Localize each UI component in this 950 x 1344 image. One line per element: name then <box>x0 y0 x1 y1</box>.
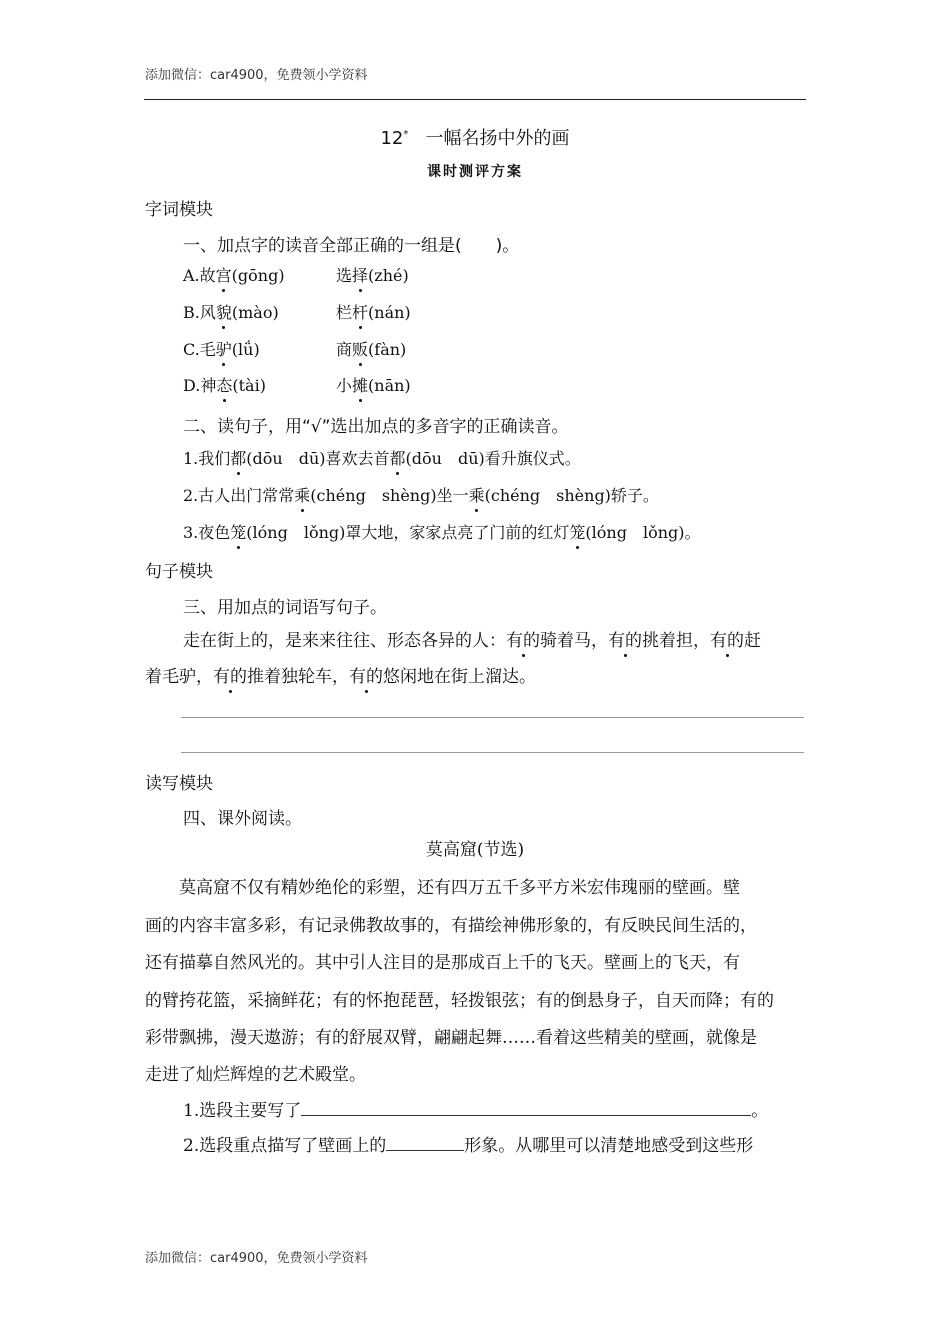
passage-text: 悠闲地在街上溜达。 <box>383 667 536 687</box>
dotted-char: 态 <box>216 373 232 396</box>
passage-line-1 <box>183 626 761 651</box>
sentence-text: (lóng lǒng)。 <box>585 523 701 542</box>
option-char: 选 <box>336 266 353 285</box>
sentence-1 <box>183 446 581 469</box>
section-heading-words: 字词模块 <box>145 200 213 220</box>
question-1: 一、加点字的读音全部正确的一组是( )。 <box>183 236 520 256</box>
dotted-word: 有的 <box>710 626 744 651</box>
passage-text: 骑着马， <box>540 631 608 651</box>
dotted-char: 择 <box>352 263 368 286</box>
option-label: A. <box>183 266 200 285</box>
option-b <box>183 300 279 323</box>
page-subtitle: 课时测评方案 <box>427 164 523 180</box>
subquestion-text: 1.选段主要写了 <box>183 1101 302 1121</box>
option-a <box>183 263 285 286</box>
sentence-text: 3.夜色 <box>183 523 231 542</box>
article-title-text: 莫高窟 <box>425 840 477 860</box>
pinyin: (fàn) <box>368 340 407 359</box>
article-line: 还有描摹自然风光的。其中引人注目的是那成百上千的飞天。壁画上的飞天，有 <box>145 953 740 973</box>
title-star: * <box>403 129 409 140</box>
section-heading-reading: 读写模块 <box>145 774 213 794</box>
dotted-char: 笼 <box>569 520 585 543</box>
dotted-char: 乘 <box>294 483 310 506</box>
option-label: D. <box>183 376 201 395</box>
dotted-char: 驴 <box>216 337 232 360</box>
dotted-char: 乘 <box>469 483 485 506</box>
dotted-char: 都 <box>230 446 246 469</box>
dotted-char: 貌 <box>216 300 232 323</box>
article-line: 莫高窟不仅有精妙绝伦的彩塑，还有四万五千多平方米宏伟瑰丽的壁画。壁 <box>145 878 740 898</box>
subquestion-text: 2.选段重点描写了壁画上的 <box>183 1136 387 1156</box>
dotted-word: 有的 <box>608 626 642 651</box>
dotted-char: 摊 <box>352 373 368 396</box>
sentence-3 <box>183 520 701 543</box>
option-c-word2 <box>336 337 406 360</box>
question-2: 二、读句子，用“√”选出加点的多音字的正确读音。 <box>183 417 569 437</box>
article-title-note: (节选) <box>476 840 525 860</box>
header-rule <box>144 99 806 100</box>
option-c <box>183 337 260 360</box>
sentence-text: (chéng shèng)轿子。 <box>484 486 659 505</box>
article-line: 画的内容丰富多彩，有记录佛教故事的，有描绘神佛形象的，有反映民间生活的， <box>145 916 757 936</box>
dotted-char: 宫 <box>216 263 232 286</box>
passage-line-2 <box>145 662 536 687</box>
pinyin: (lǘ) <box>231 340 260 359</box>
subquestion-2 <box>183 1131 753 1156</box>
article-line: 走进了灿烂辉煌的艺术殿堂。 <box>145 1065 366 1085</box>
article-title <box>0 835 950 860</box>
option-char: 商 <box>336 340 353 359</box>
pinyin: (zhé) <box>368 266 409 285</box>
dotted-char: 都 <box>390 446 406 469</box>
passage-text: 推着独轮车， <box>247 667 349 687</box>
option-d <box>183 373 266 396</box>
sentence-text: 2.古人出门常常 <box>183 486 295 505</box>
option-char: 风 <box>199 303 216 322</box>
title-text: 一幅名扬中外的画 <box>425 128 570 149</box>
passage-text: 赶 <box>744 631 761 651</box>
page-title <box>0 124 950 150</box>
dotted-word: 有的 <box>506 626 540 651</box>
option-char: 栏 <box>336 303 353 322</box>
dotted-word: 有的 <box>349 662 383 687</box>
sentence-text: (chéng shèng)坐一 <box>310 486 469 505</box>
dotted-word: 有的 <box>213 662 247 687</box>
option-char: 小 <box>336 376 353 395</box>
article-line: 的臂挎花篮，采摘鲜花；有的怀抱琵琶，轻拨银弦；有的倒悬身子，自天而降；有的 <box>145 991 774 1011</box>
option-char: 神 <box>200 376 217 395</box>
option-d-word2 <box>336 373 411 396</box>
pinyin: (gōng) <box>231 266 285 285</box>
subquestion-text: 形象。从哪里可以清楚地感受到这些形 <box>464 1136 754 1156</box>
subquestion-text: 。 <box>751 1101 769 1121</box>
footer-text: 添加微信：car4900，免费领小学资料 <box>145 1251 368 1266</box>
sentence-text: 1.我们 <box>183 449 231 468</box>
subquestion-1 <box>183 1096 768 1121</box>
dotted-char: 贩 <box>352 337 368 360</box>
pinyin: (nān) <box>368 376 411 395</box>
option-b-word2 <box>336 300 411 323</box>
question-3: 三、用加点的词语写句子。 <box>183 598 387 618</box>
section-heading-sentences: 句子模块 <box>145 562 213 582</box>
title-number: 12 <box>380 128 404 149</box>
sentence-text: (dōu dū)看升旗仪式。 <box>405 449 581 468</box>
sentence-2 <box>183 483 659 506</box>
dotted-char: 杆 <box>352 300 368 323</box>
passage-text: 挑着担， <box>642 631 710 651</box>
passage-text: 走在街上的，是来来往往、形态各异的人： <box>183 631 506 651</box>
pinyin: (mào) <box>231 303 279 322</box>
answer-line[interactable] <box>181 717 804 718</box>
passage-text: 着毛驴， <box>145 667 213 687</box>
article-line: 彩带飘拂，漫天遨游；有的舒展双臂，翩翩起舞……看着这些精美的壁画，就像是 <box>145 1028 757 1048</box>
pinyin: (nán) <box>368 303 411 322</box>
option-char: 毛 <box>199 340 216 359</box>
answer-blank[interactable] <box>301 1099 751 1116</box>
answer-blank[interactable] <box>386 1134 464 1151</box>
answer-line[interactable] <box>181 752 804 753</box>
sentence-text: (lóng lǒng)罩大地，家家点亮了门前的红灯 <box>246 523 570 542</box>
pinyin: (tài) <box>232 376 266 395</box>
option-char: 故 <box>199 266 216 285</box>
header-text: 添加微信：car4900，免费领小学资料 <box>145 68 368 83</box>
sentence-text: (dōu dū)喜欢去首 <box>246 449 390 468</box>
option-label: B. <box>183 303 200 322</box>
question-4: 四、课外阅读。 <box>183 809 302 829</box>
option-a-word2 <box>336 263 409 286</box>
option-label: C. <box>183 340 200 359</box>
dotted-char: 笼 <box>230 520 246 543</box>
